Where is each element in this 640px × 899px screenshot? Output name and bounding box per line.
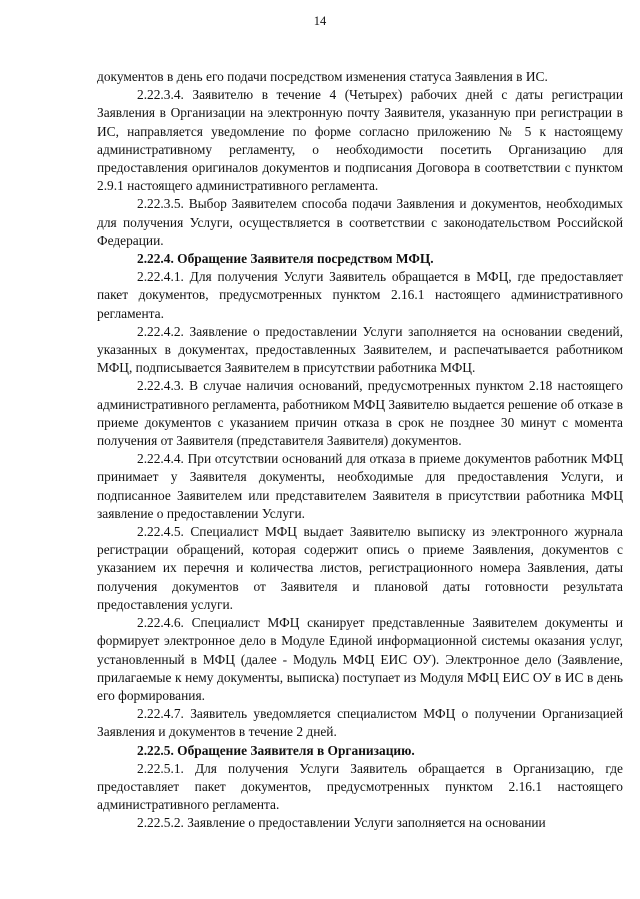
paragraph: 2.22.4.4. При отсутствии оснований для отказа в приеме документов работник МФЦ принимает у Заявителя документы, необходимые для предоставления Услуги, и подписанное Заявителем или представителем Заявителя в присутствии работника МФЦ заявление о предоставлении Услуги. (97, 451, 623, 521)
paragraph: 2.22.4.7. Заявитель уведомляется специалистом МФЦ о получении Организацией Заявления и документов в течение 2 дней. (97, 706, 623, 740)
paragraph: 2.22.4.3. В случае наличия оснований, предусмотренных пунктом 2.18 настоящего административного регламента, работником МФЦ Заявителю выдается решение об отказе в приеме документов с указанием причин отказа в срок не позднее 30 минут с момента получения от Заявителя (представителя Заявителя) документов. (97, 378, 623, 449)
paragraph: документов в день его подачи посредством изменения статуса Заявления в ИС. (97, 69, 548, 84)
paragraph: 2.22.3.4. Заявителю в течение 4 (Четырех) рабочих дней с даты регистрации Заявления в Организации на электронную почту Заявителя, указанную при регистрации в ИС, направляется уведомление по форме согласно приложению № 5 к настоящему административному регламенту, о необходимости посетить Организацию для предоставления оригиналов документов и подписания Договора в соответствии с пунктом 2.9.1 настоящего административного регламента. (97, 87, 623, 194)
paragraph: 2.22.3.5. Выбор Заявителем способа подачи Заявления и документов, необходимых для получения Услуги, осуществляется в соответствии с законодательством Российской Федерации. (97, 196, 623, 248)
paragraph: 2.22.5.1. Для получения Услуги Заявитель обращается в Организацию, где предоставляет пакет документов, предусмотренных пунктом 2.16.1 настоящего административного регламента. (97, 760, 623, 813)
paragraph: 2.22.4.1. Для получения Услуги Заявитель обращается в МФЦ, где предоставляет пакет документов, предусмотренных пунктом 2.16.1 настоящего административного регламента. (97, 269, 623, 321)
section-heading: 2.22.4. Обращение Заявителя посредством МФЦ. (137, 251, 434, 267)
paragraph: 2.22.4.6. Специалист МФЦ сканирует представленные Заявителем документы и формирует электронное дело в Модуле Единой информационной системы оказания услуг, установленный в МФЦ (далее - Модуль МФЦ ЕИС ОУ). Электронное дело (Заявление, прилагаемые к нему документы, выписка) поступает из Модуля МФЦ ЕИС ОУ в ИС в день его формирования. (97, 615, 623, 703)
paragraph: 2.22.4.5. Специалист МФЦ выдает Заявителю выписку из электронного журнала регистрации обращений, которая содержит опись о приеме Заявления, документов с указанием их перечня и количества листов, регистрационного номера Заявления, даты получения документов от Заявителя и плановой даты готовности результата предоставления услуги. (97, 524, 623, 612)
document-body (97, 68, 623, 833)
paragraph: 2.22.5.2. Заявление о предоставлении Услуги заполняется на основании (137, 815, 546, 831)
page-number: 14 (313, 14, 327, 28)
paragraph: 2.22.4.2. Заявление о предоставлении Услуги заполняется на основании сведений, указанных в документах, предоставленных Заявителем, и распечатывается работником МФЦ, подписывается Заявителем в присутствии работника МФЦ. (97, 323, 623, 376)
section-heading: 2.22.5. Обращение Заявителя в Организацию. (137, 742, 415, 758)
